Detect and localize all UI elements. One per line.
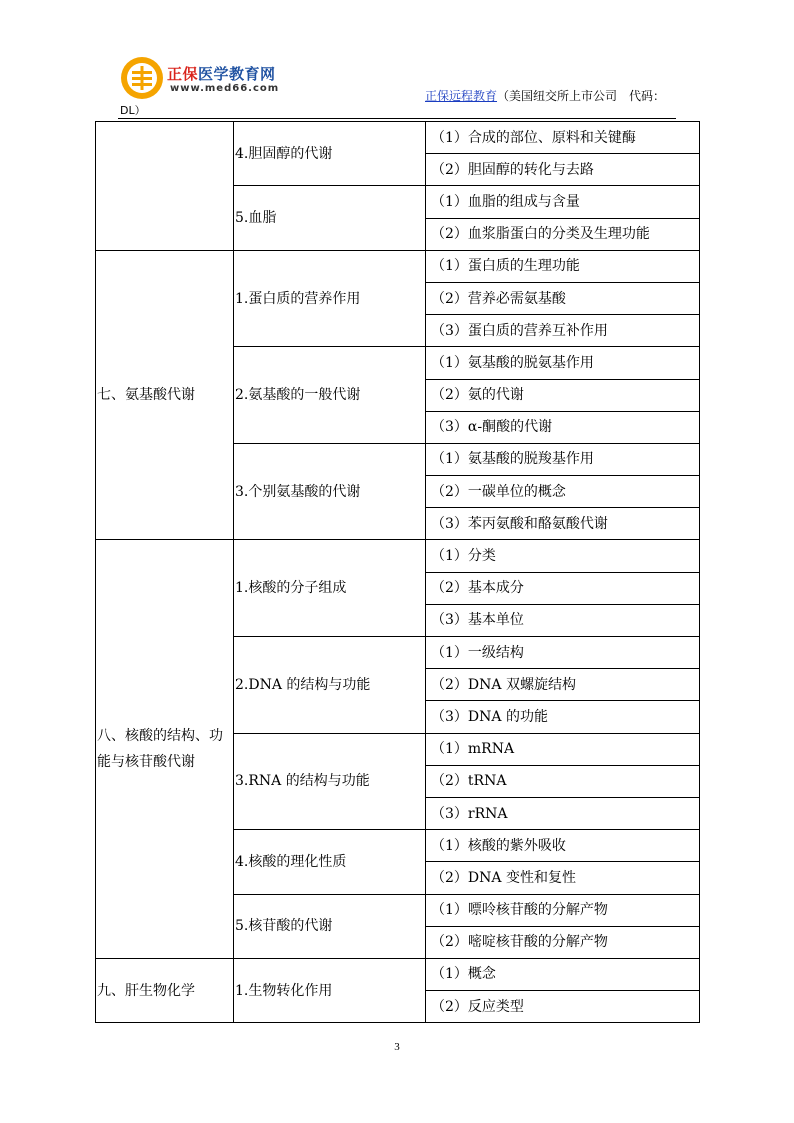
unit-cell: 1.核酸的分子组成 — [234, 540, 426, 637]
topic-cell: （1）一级结构 — [426, 637, 700, 669]
table-row — [96, 122, 700, 154]
topic-cell: （1）概念 — [426, 958, 700, 990]
chapter-cell: 九、肝生物化学 — [96, 958, 234, 1022]
topic-cell: （1）嘌呤核苷酸的分解产物 — [426, 894, 700, 926]
chapter-cell: 七、氨基酸代谢 — [96, 250, 234, 540]
unit-cell: 4.核酸的理化性质 — [234, 830, 426, 894]
unit-cell: 1.生物转化作用 — [234, 958, 426, 1022]
topic-cell: （1）合成的部位、原料和关键酶 — [426, 122, 700, 154]
unit-cell: 5.血脂 — [234, 186, 426, 250]
page-header — [0, 0, 794, 120]
unit-cell: 1.蛋白质的营养作用 — [234, 250, 426, 347]
topic-cell: （2）基本成分 — [426, 572, 700, 604]
unit-cell: 3.个别氨基酸的代谢 — [234, 443, 426, 540]
topic-cell: （1）核酸的紫外吸收 — [426, 830, 700, 862]
unit-cell: 4.胆固醇的代谢 — [234, 122, 426, 186]
unit-cell: 2.DNA 的结构与功能 — [234, 637, 426, 734]
topic-cell: （2）氨的代谢 — [426, 379, 700, 411]
topic-cell: （2）胆固醇的转化与去路 — [426, 154, 700, 186]
table-row — [96, 958, 700, 990]
topic-cell: （1）蛋白质的生理功能 — [426, 250, 700, 282]
company-link[interactable]: 正保远程教育 — [425, 89, 498, 103]
logo-text: 正保医学教育网 — [167, 65, 276, 83]
topic-cell: （1）血脂的组成与含量 — [426, 186, 700, 218]
topic-cell: （3）rRNA — [426, 797, 700, 829]
topic-cell: （3）苯丙氨酸和酪氨酸代谢 — [426, 508, 700, 540]
topic-cell: （2）一碳单位的概念 — [426, 476, 700, 508]
topic-cell: （3）基本单位 — [426, 604, 700, 636]
topic-cell: （2）嘧啶核苷酸的分解产物 — [426, 926, 700, 958]
topic-cell: （2）tRNA — [426, 765, 700, 797]
med66-logo-icon — [120, 56, 164, 100]
chapter-cell: 八、核酸的结构、功能与核苷酸代谢 — [96, 540, 234, 958]
topic-cell: （2）DNA 变性和复性 — [426, 862, 700, 894]
topic-cell: （1）mRNA — [426, 733, 700, 765]
unit-cell: 5.核苷酸的代谢 — [234, 894, 426, 958]
topic-cell: （1）分类 — [426, 540, 700, 572]
syllabus-table — [95, 121, 700, 1023]
unit-cell: 3.RNA 的结构与功能 — [234, 733, 426, 830]
company-code: DL） — [120, 104, 146, 117]
unit-cell: 2.氨基酸的一般代谢 — [234, 347, 426, 444]
topic-cell: （2）营养必需氨基酸 — [426, 282, 700, 314]
chapter-cell — [96, 122, 234, 251]
table-row — [96, 540, 700, 572]
header-divider — [118, 118, 676, 119]
page-number: 3 — [394, 1041, 400, 1053]
topic-cell: （2）反应类型 — [426, 991, 700, 1023]
topic-cell: （3）DNA 的功能 — [426, 701, 700, 733]
topic-cell: （1）氨基酸的脱羧基作用 — [426, 443, 700, 475]
topic-cell: （1）氨基酸的脱氨基作用 — [426, 347, 700, 379]
topic-cell: （2）血浆脂蛋白的分类及生理功能 — [426, 218, 700, 250]
logo-url: www.med66.com — [170, 83, 280, 94]
topic-cell: （2）DNA 双螺旋结构 — [426, 669, 700, 701]
table-row — [96, 250, 700, 282]
topic-cell: （3）蛋白质的营养互补作用 — [426, 315, 700, 347]
company-info: 正保远程教育（美国纽交所上市公司 代码： — [425, 89, 666, 103]
topic-cell: （3）α-酮酸的代谢 — [426, 411, 700, 443]
